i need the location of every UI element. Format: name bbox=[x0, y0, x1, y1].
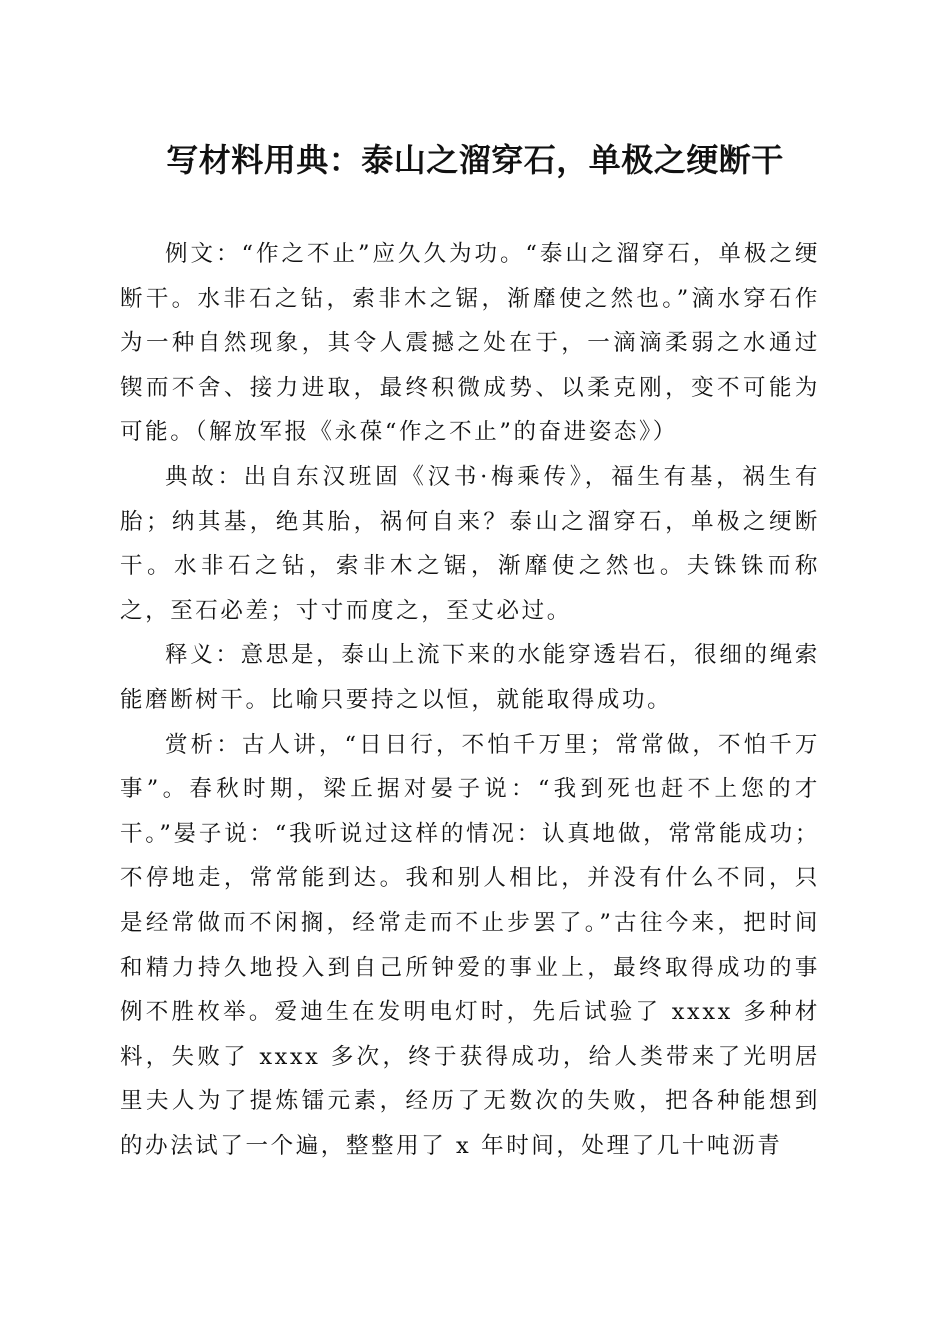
paragraph-example: 例文：“作之不止”应久久为功。“泰山之溜穿石，单极之绠断干。水非石之钻，索非木之锯，渐靡使之然也。”滴水穿石作为一种自然现象，其令人震撼之处在于，一滴滴柔弱之水通过锲而不舍、接力进取，最终积微成势、以柔克刚，变不可能为可能。（解放军报《永葆“作之不止”的奋进姿态》） bbox=[120, 241, 820, 446]
paragraph-meaning: 释义：意思是，泰山上流下来的水能穿透岩石，很细的绳索能磨断树干。比喻只要持之以恒，就能取得成功。 bbox=[120, 642, 820, 713]
document-title: 写材料用典：泰山之溜穿石，单极之绠断干 bbox=[166, 141, 784, 179]
document-body bbox=[120, 232, 820, 1168]
paragraph-appreciation: 赏析：古人讲，“日日行，不怕千万里；常常做，不怕千万事”。春秋时期，梁丘据对晏子说：“我到死也赶不上您的才干。”晏子说：“我听说过这样的情况：认真地做，常常能成功；不停地走，常常能到达。我和别人相比，并没有什么不同，只是经常做而不闲搁，经常走而不止步罢了。”古往今来，把时间和精力持久地投入到自己所钟爱的事业上，最终取得成功的事例不胜枚举。爱迪生在发明电灯时，先后试验了 xxxx 多种材料，失败了 xxxx 多次，终于获得成功，给人类带来了光明居里夫人为了提炼镭元素，经历了无数次的失败，把各种能想到的办法试了一个遍，整整用了 x 年时间，处理了几十吨沥青 bbox=[120, 731, 820, 1159]
paragraph-allusion: 典故：出自东汉班固《汉书·梅乘传》，福生有基，祸生有胎；纳其基，绝其胎，祸何自来？泰山之溜穿石，单极之绠断干。水非石之钻，索非木之锯，渐靡使之然也。夫铢铢而称之，至石必差；寸寸而度之，至丈必过。 bbox=[120, 463, 820, 624]
